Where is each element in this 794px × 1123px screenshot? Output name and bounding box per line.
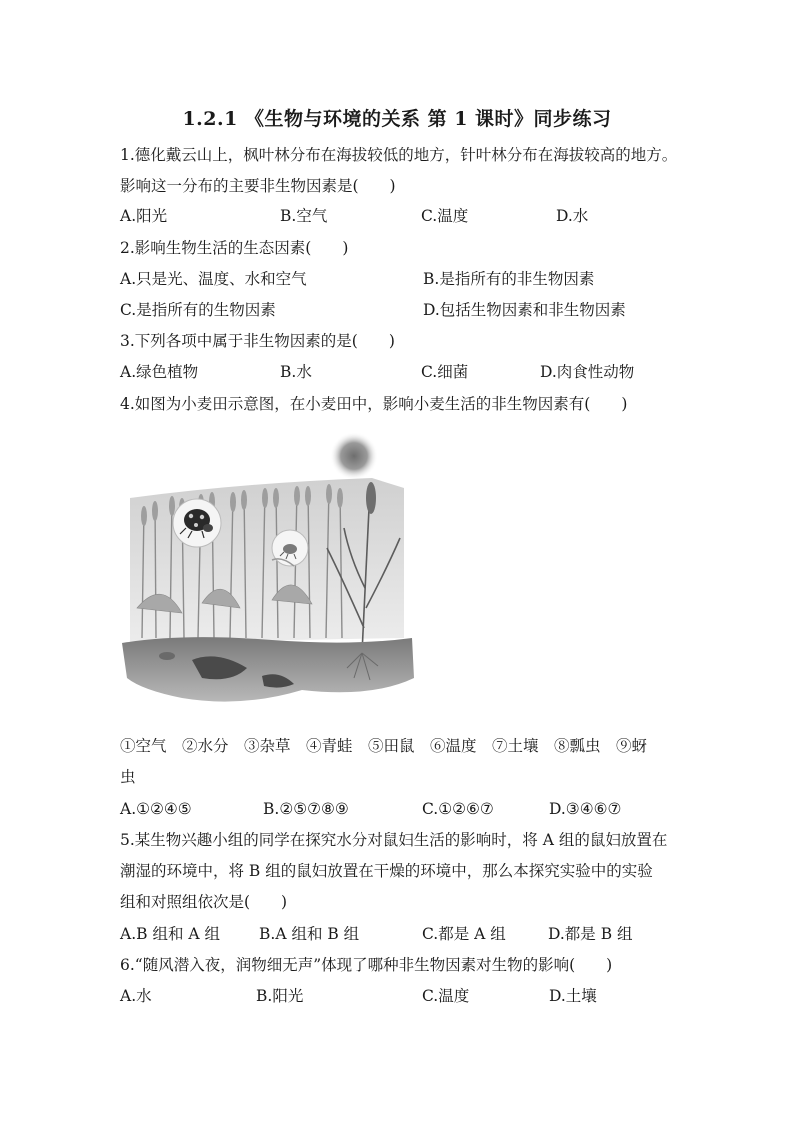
q4-items-line1: ①空气 ②水分 ③杂草 ④青蛙 ⑤田鼠 ⑥温度 ⑦土壤 ⑧瓢虫 ⑨蚜 [120,737,648,755]
q2-stem: 2.影响生物生活的生态因素( ) [120,239,349,257]
q6-option-d: D.土壤 [549,987,597,1005]
q1-stem-line1: 1.德化戴云山上，枫叶林分布在海拔较低的地方，针叶林分布在海拔较高的地方。 [120,146,678,164]
q4-option-a: A.①②④⑤ [120,800,192,818]
q3-option-b: B.水 [280,363,312,381]
q3-stem: 3.下列各项中属于非生物因素的是( ) [120,332,395,350]
soil [122,637,414,701]
q6-option-a: A.水 [120,987,152,1005]
q2-option-b: B.是指所有的非生物因素 [423,270,595,288]
q3-option-c: C.细菌 [421,363,469,381]
q5-stem-line1: 5.某生物兴趣小组的同学在探究水分对鼠妇生活的影响时，将 A 组的鼠妇放置在 [120,831,668,849]
q4-option-c: C.①②⑥⑦ [422,800,494,818]
q4-option-d: D.③④⑥⑦ [549,800,622,818]
q1-option-b: B.空气 [280,207,328,225]
q1-stem-line2: 影响这一分布的主要非生物因素是( ) [120,177,396,195]
q1-option-a: A.阳光 [120,207,168,225]
q3-option-d: D.肉食性动物 [540,363,635,381]
q4-stem: 4.如图为小麦田示意图，在小麦田中，影响小麦生活的非生物因素有( ) [120,395,628,413]
q6-option-b: B.阳光 [256,987,304,1005]
q5-stem-line3: 组和对照组依次是( ) [120,893,288,911]
page-title: 1.2.1 《生物与环境的关系 第 1 课时》同步练习 [182,108,612,130]
q5-option-d: D.都是 B 组 [548,925,633,943]
q2-option-a: A.只是光、温度、水和空气 [120,270,307,288]
q3-option-a: A.绿色植物 [120,363,199,381]
wheat-field-illustration [122,428,422,718]
q5-option-c: C.都是 A 组 [422,925,506,943]
q4-option-b: B.②⑤⑦⑧⑨ [263,800,349,818]
sun-icon [330,432,378,480]
q6-option-c: C.温度 [422,987,470,1005]
q5-option-a: A.B 组和 A 组 [120,925,220,943]
q5-stem-line2: 潮湿的环境中，将 B 组的鼠妇放置在干燥的环境中，那么本探究实验中的实验 [120,862,653,880]
q6-stem: 6.“随风潜入夜，润物细无声”体现了哪种非生物因素对生物的影响( ) [120,956,613,974]
q1-option-d: D.水 [556,207,589,225]
q1-option-c: C.温度 [421,207,469,225]
q2-option-c: C.是指所有的生物因素 [120,301,276,319]
q2-option-d: D.包括生物因素和非生物因素 [423,301,626,319]
q5-option-b: B.A 组和 B 组 [259,925,360,943]
q4-items-line2: 虫 [120,768,136,786]
